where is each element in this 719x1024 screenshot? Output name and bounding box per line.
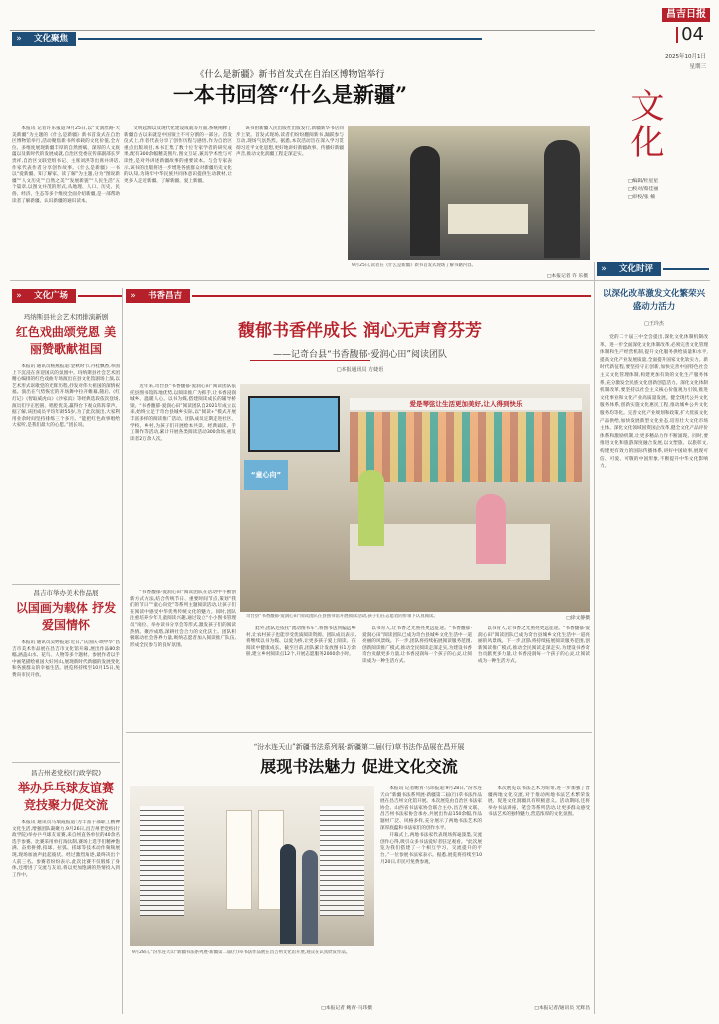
bottom-photo [130, 786, 374, 946]
center-photo-screen [248, 396, 340, 452]
lead-photo-person-1 [410, 146, 440, 256]
center-photo-credit: □徐文静摄 [566, 616, 590, 621]
mid-rule [10, 280, 710, 281]
bottom-photo-scroll-2 [226, 810, 252, 910]
left-separator-1 [12, 584, 120, 585]
center-photo-sign: “童心向” [244, 460, 288, 490]
center-story-title: 馥郁书香伴成长 润心无声育芬芳 [238, 321, 482, 341]
review-credit: □审校/张 楠 [628, 195, 655, 200]
left-story1-kicker: 玛纳斯县社会艺术团排演新剧 [23, 313, 109, 321]
page-number-bar [676, 27, 678, 43]
right-story-author: □王玲杰 [644, 321, 664, 327]
left-story1-title: 红色戏曲颂党恩 美丽赞歌献祖国 [15, 325, 117, 356]
lead-col-3: 该书由新疆人民出版社出版发行,新疆新华书店同步上架。首发式现场,读者们纷纷翻阅新书,踊跃参与互动,现场气氛热烈。据悉,本次活动旨在深入学习贯彻习近平文化思想,更好地讲好新疆故事、传播好新疆声音,推动文化润疆工程走深走实。 [236, 126, 344, 158]
center-photo-child [476, 494, 506, 564]
left-separator-2 [12, 762, 120, 763]
section-tab-culture-square: » 文化广场 [12, 289, 122, 303]
bottom-col-1: 本报讯 记者鲍青·马玮报道:9月28日,“汾水连天山”新疆书法系列展·新疆第二届(行)草书法作品展在昌吉州文化馆开展。本次展览由自治区书法家协会、山西省书法家协会联合主办,昌吉州文联、昌吉州书法家协会承办,共展出作品150余幅,作品题材广泛、风格多样,充分展示了两地书法艺术的深厚底蕴和书法家们的创作水平。 开幕式上,两地书法家代表现场挥毫泼墨,交流创作心得,吸引众多书法爱好者驻足观看。“此次展览为我们搭建了一个相互学习、交流提升的平台。”一位参展书法家表示。据悉,展览将持续至10月20日,市民可免费参观。 [380, 786, 482, 865]
tab-rule [78, 295, 122, 297]
lead-photo-caption: 9月25日,读者在《什么是新疆》新书首发式现场了解书籍内容。 [352, 263, 476, 268]
center-story-byline: □本报通讯员 方婕语 [336, 367, 384, 373]
bottom-photo-viewer-1 [280, 844, 296, 944]
tab-rule [78, 38, 482, 40]
left-story2-body: 本报讯 通讯员吴婷报道:近日,“庆国庆·颂中华”昌吉市美术作品展在昌吉市文化馆开幕,展出作品80余幅,涵盖山水、花鸟、人物等多个题材。参展作者以手中画笔描绘祖国大好河山,展现新时代新疆的发展变化和各族群众的幸福生活。展览将持续至10月15日,免费向市民开放。 [12, 640, 120, 678]
bottom-photo-scroll-1 [140, 806, 184, 916]
bottom-photo-scroll-4 [320, 806, 364, 916]
center-photo-caption: 奇台县“书香馥郁·爱润心田”阅读团队在县图书馆开展阅读活动,孩子们在志愿者的带领下认真阅读。 [246, 614, 438, 619]
editor-credit: □编辑/杜星星 [628, 179, 659, 184]
column-title: 文化 [624, 88, 664, 160]
page-number: 04 [676, 25, 704, 45]
center-photo [240, 384, 590, 612]
center-col-3: 此外,团队还依托“流动图书车”,将图书送到偏远乡村,让农村孩子也能享受优质阅读资源。团队成员表示,将继续以书为媒、以爱为桥,让更多孩子爱上阅读、在阅读中健康成长。截至目前,团队累计发放图书1万余册,建立乡村阅读点12个,开展志愿服务2000余小时。 [246, 626, 356, 658]
center-col-5: 以书育人,让书香之光照亮更远征途。“书香馥郁·爱润心田”阅读团队已成为奇台县城乡文化生活中一道亮丽的风景线。下一步,团队将持续拓展阅读服务范围,创新阅读推广模式,推动全民阅读走深走实,为建设书香奇台贡献更多力量,让书香浸润每一个孩子的心灵,让阅读成为一种生活方式。 [478, 626, 590, 664]
bottom-photo-caption: 9月28日,“汾水连天山”新疆书法系列展·新疆第二届(行)草书法作品展在昌吉州文化馆开展,观众在认真欣赏作品。 [132, 950, 351, 955]
tab-rule [663, 268, 709, 270]
bottom-photo-viewer-2 [302, 850, 318, 944]
issue-weekday: 星期三 [689, 64, 706, 70]
lead-kicker: 《什么是新疆》新书首发式在自治区博物馆举行 [195, 70, 385, 80]
lead-photo [348, 126, 590, 260]
chevron-icon: » [597, 262, 611, 276]
left-story2-title: 以国画为载体 抒发爱国情怀 [15, 601, 117, 632]
editor-credits [628, 178, 698, 202]
center-col-2: “书香馥郁·爱润心田”阅读团队在活动中不断创新方式方法,结合传统节日、重要时间节点,策划“我们的节日”“童心向党”等系列主题阅读活动,让孩子们在阅读中感受中华优秀传统文化的魅力。同时,团队注重培养少年儿童阅读兴趣,通过设立“小小图书管理员”岗位、举办读书分享会等形式,激发孩子们的阅读热情。聚沙成塔,深耕社会合力的文化沃土。团队积极联动社会各界力量,吸纳志愿者加入阅读推广队伍,形成全民参与的良好氛围。 [130, 590, 236, 648]
left-story2-kicker: 昌吉市举办美术作品展 [33, 589, 99, 597]
bottom-rule [126, 732, 592, 733]
chevron-icon: » [12, 289, 26, 303]
right-story-title: 以深化改革激发文化繁荣兴盛动力活力 [602, 289, 705, 312]
lead-col-1: 本报讯 记者许乐报道:9月25日,以“文润丝路·大美新疆”为主题的《什么是新疆》新书首发式在自治区博物馆举行,活动聚焦新书所承载的文化价值,全方位、多维度展现新疆丰厚的自然禀赋、深厚的人文底蕴以及新时代的发展成就,自治区党委宣传部副部长罗贵祥,自治区文联党组书记、主席刘洪等出席并讲话,作家代表作者分享创作故事。《什么是新疆》一书以“爱新疆、知了解家、读了解”为主题,分为“图说新疆”“人文历史”“自然之美”“发展新貌”“人民生活”五个篇章,以图文并茂的形式,从地理、人口、历史、民俗、经济、生态等多个维度全面介绍新疆,是一部帮助读者了解新疆、认识新疆的通识读本。 [12, 126, 120, 204]
bottom-story-title: 展现书法魅力 促进文化交流 [260, 757, 458, 776]
bottom-photo-credit: □本报记者 鲍青·马玮摄 [321, 1006, 372, 1011]
lead-photo-credit: □本报记者 许 乐摄 [546, 274, 588, 279]
lead-col-2: 文明起源以及现代化建设成就等方面,系统阐释了新疆自古以来就是中国领土不可分割的一部分。首发仪式上,作者代表分享了创作历程与感悟,作为自治区重点出版项目,本书汇集了数十位专家学者的研究成果,配有300余幅精美图片,图文互证,兼具学术性与可读性,是对外讲述新疆故事的重要读本。与会专家表示,该书的出版将进一步增进各族群众对新疆历史文化的认知,为铸牢中华民族共同体意识提供生动教材,让更多人走近新疆、了解新疆、爱上新疆。 [124, 126, 232, 184]
bottom-story-tail: □本报记者/通讯员 光辉昌 [534, 1006, 590, 1011]
lead-title: 一本书回答“什么是新疆” [172, 82, 408, 107]
bottom-story-kicker: “汾水连天山”新疆书法系列展·新疆第二届(行)草书法作品展在昌开展 [253, 743, 465, 751]
lead-photo-table [448, 204, 528, 234]
left-story3-title: 举办乒乓球友谊赛 竞技聚力促交流 [17, 781, 114, 812]
section-tab-book-fragrance: » 书香昌吉 [126, 289, 591, 303]
center-subtitle-rule [250, 360, 370, 361]
section-tab-culture-review: » 文化时评 [597, 262, 709, 276]
chevron-icon: » [12, 32, 26, 46]
center-story-subtitle: ——记奇台县“书香馥郁·爱润心田”阅读团队 [272, 350, 448, 360]
lead-photo-person-2 [544, 140, 580, 258]
right-story-body: 党的二十届三中全会提出,深化文化体制机制改革。进一步全面深化文化体制改革,必须完善文化管理体制和生产经营机制,提升文化服务供给质量和水平,提高文化产业发展质量,全面提升国家文化软实力。新时代新征程,要坚持守正创新,加快完善中国特色社会主义文化管理体制,构建更加有效的文化生产服务体系,充分激发全民族文化创新创造活力。深化文化体制机制改革,要坚持以社会主义核心价值观为引领,推进文化事业和文化产业高质量发展。健全现代公共文化服务体系,创新实施文化惠民工程,推动城乡公共文化服务均等化。完善文化产业规划和政策,扩大优质文化产品供给,加快发展新型文化业态,培育壮大文化市场主体。深化文化领域国资国企改革,健全文化产品评价体系和激励机制,让更多精品力作不断涌现。同时,要推进文化和旅游深度融合发展,以文塑旅、以旅彰文,构建更有效力的国际传播体系,讲好中国故事,展现可信、可爱、可敬的中国形象,不断提升中华文化影响力。 [600, 335, 708, 470]
center-col-1: 近年来,奇台县“书香馥郁·爱润心田”阅读团队依托县图书馆阵地优势,以阅读推广为抓手,让书香浸润城乡、温暖人心。以书为媒,搭建阅读成长的辅导桥梁。“书香馥郁·爱润心田”阅读团队自2021年成立以来,始终立足于奇台县城乡实际,以“阅读+”模式开展丰富多样的阅读推广活动。团队成员定期走进社区、学校、乡村,为孩子们开展绘本共读、经典诵读、手工制作等活动,累计开展各类阅读活动300余场,惠及读者2万余人次。 [130, 384, 236, 442]
left-story1-body: 本报讯 通讯员杨燕报道:金秋时节,丹桂飘香,举国上下沉浸在喜迎国庆的氛围中。玛纳斯县社会艺术团精心编排的红色戏曲专场演出在县文化馆剧场上演,以艺术形式讴歌党的光辉历程,抒发对伟大祖国的深情祝福。演出在气势恢宏的开场舞中拉开帷幕,随后,《红灯记》《智取威虎山》《沙家浜》等经典选段依次登场,演员们字正腔圆、唱腔优美,赢得台下观众阵阵掌声。据了解,该团成员平均年龄55岁,为了此次演出,大家利用业余时间坚持排练三个多月。“能把红色故事唱给大家听,是我们最大的心愿。”团长说。 [12, 364, 120, 429]
chevron-icon: » [126, 289, 140, 303]
tab-rule [192, 295, 591, 297]
top-rule [10, 30, 595, 31]
center-photo-shelf [350, 412, 582, 482]
center-photo-banner: 爱是琴弦让生活更加美好,让人得到快乐 [350, 398, 582, 410]
masthead [600, 8, 710, 74]
left-story3-body: 本报讯 通讯员马瑞霞报道:为丰富干部职工精神文化生活,增强团队凝聚力,9月26日,昌吉州老党校(行政学院)举办乒乓球友谊赛,来自州直各单位的40余名选手参赛。比赛采用单打淘汰制,赛场上选手们精神饱满、奋勇拼搏,扣球、拉弧、搓球等技术动作频频展现,现场加油声此起彼伏。经过激烈角逐,最终决出个人前三名。参赛者纷纷表示,此次比赛不仅锻炼了身体,还增进了交流与友谊,将以更加饱满的热情投入到工作中。 [12, 820, 120, 878]
left-column-divider [122, 288, 123, 1014]
center-col-4: 以书育人,让书香之光照亮更远征途。“书香馥郁·爱润心田”阅读团队已成为奇台县城乡文化生活中一道亮丽的风景线。下一步,团队将持续拓展阅读服务范围,创新阅读推广模式,推动全民阅读走深走实,为建设书香奇台贡献更多力量,让书香浸润每一个孩子的心灵,让阅读成为一种生活方式。 [362, 626, 472, 664]
proof-credit: □校对/蔡佳丽 [628, 187, 659, 192]
paper-logo: 昌吉日报 [662, 8, 710, 22]
bottom-col-2: 本次展览以书法艺术为纽带,进一步加强了晋疆两地文化交流,对于推动两地书法艺术繁荣发展、促进文化润疆具有积极意义。活动期间,还将举办书法讲座、笔会等系列活动,让更多群众感受书法艺术的独特魅力,营造浓厚的文化氛围。 [488, 786, 590, 818]
left-story3-kicker: 昌吉州老党校(行政学院) [30, 769, 102, 777]
issue-date: 2025年10月1日 [665, 54, 706, 60]
section-tab-culture-focus: » 文化聚焦 [12, 32, 482, 46]
center-photo-volunteer [358, 470, 384, 546]
right-column-divider [594, 262, 595, 1014]
